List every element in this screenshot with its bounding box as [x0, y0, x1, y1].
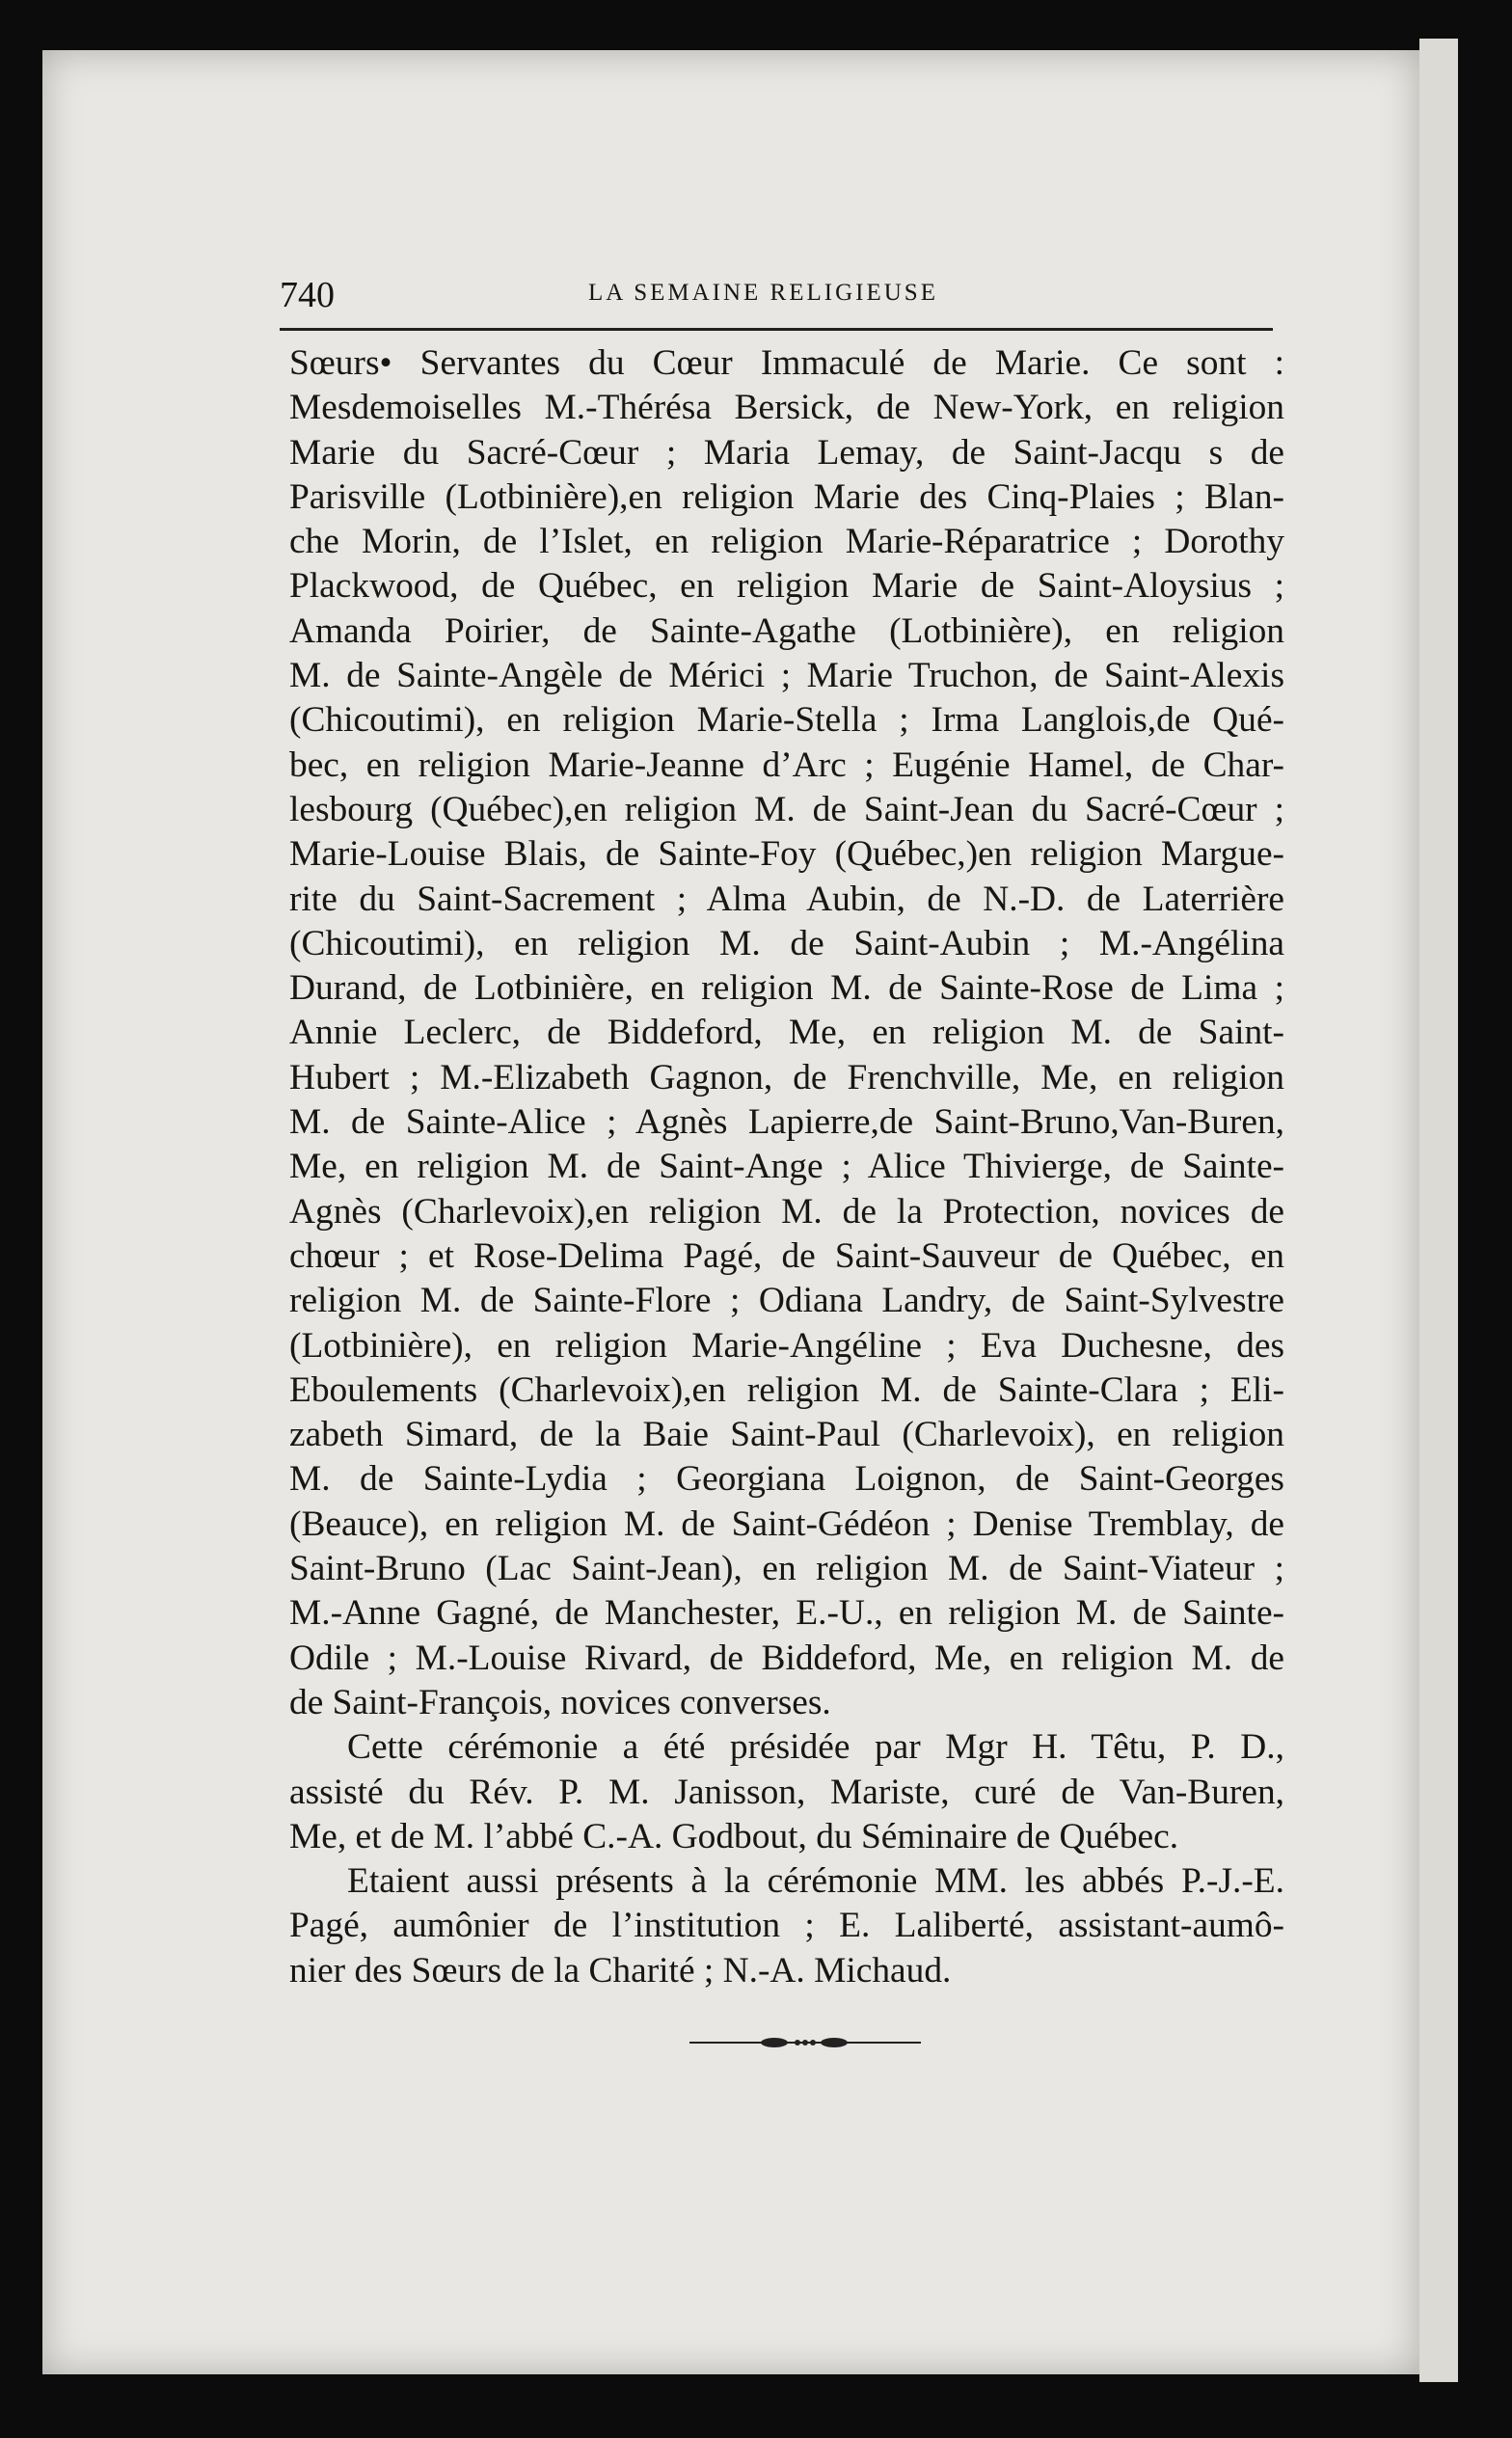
- text-line: religion M. de Sainte-Flore ; Odiana Landry, de Saint-Sylvestre: [289, 1281, 1284, 1321]
- text-line: (Beauce), en religion M. de Saint-Gédéon ; Denise Tremblay, de: [289, 1503, 1284, 1544]
- body-text: [289, 341, 1284, 1993]
- text-line: Marie-Louise Blais, de Sainte-Foy (Québec,)en religion Margue-: [289, 834, 1284, 875]
- text-line: Annie Leclerc, de Biddeford, Me, en religion M. de Saint-: [289, 1013, 1284, 1053]
- text-line: Me, en religion M. de Saint-Ange ; Alice Thivierge, de Sainte-: [289, 1147, 1284, 1187]
- text-line: chœur ; et Rose-Delima Pagé, de Saint-Sauveur de Québec, en: [289, 1235, 1284, 1276]
- text-line: (Chicoutimi), en religion Marie-Stella ; Irma Langlois,de Qué-: [289, 700, 1284, 741]
- text-line: Odile ; M.-Louise Rivard, de Biddeford, Me, en religion M. de: [289, 1638, 1284, 1678]
- paragraph: [289, 341, 1284, 1725]
- text-line: che Morin, de l’Islet, en religion Marie-Réparatrice ; Dorothy: [289, 522, 1284, 562]
- page-edge: [1419, 39, 1458, 2382]
- text-line: Parisville (Lotbinière),en religion Marie des Cinq-Plaies ; Blan-: [289, 476, 1284, 517]
- text-line: M.-Anne Gagné, de Manchester, E.-U., en religion M. de Sainte-: [289, 1593, 1284, 1634]
- text-line: Pagé, aumônier de l’institution ; E. Laliberté, assistant-aumô-: [289, 1906, 1284, 1946]
- text-line: Hubert ; M.-Elizabeth Gagnon, de Frenchville, Me, en religion: [289, 1057, 1284, 1097]
- text-line: nier des Sœurs de la Charité ; N.-A. Michaud.: [289, 1950, 952, 1991]
- text-line: Agnès (Charlevoix),en religion M. de la Protection, novices de: [289, 1191, 1284, 1232]
- text-line: Amanda Poirier, de Sainte-Agathe (Lotbinière), en religion: [289, 610, 1284, 651]
- text-line: Durand, de Lotbinière, en religion M. de Sainte-Rose de Lima ;: [289, 968, 1284, 1009]
- text-line: rite du Saint-Sacrement ; Alma Aubin, de N.-D. de Laterrière: [289, 879, 1284, 919]
- text-line: Eboulements (Charlevoix),en religion M. de Sainte-Clara ; Eli-: [289, 1369, 1284, 1410]
- text-line: Plackwood, de Québec, en religion Marie de Saint-Aloysius ;: [289, 566, 1284, 607]
- text-line: assisté du Rév. P. M. Janisson, Mariste, curé de Van-Buren,: [289, 1772, 1284, 1812]
- paragraph: [289, 1859, 1284, 1993]
- text-line: M. de Sainte-Alice ; Agnès Lapierre,de Saint-Bruno,Van-Buren,: [289, 1102, 1284, 1143]
- text-line: M. de Sainte-Lydia ; Georgiana Loignon, de Saint-Georges: [289, 1459, 1284, 1500]
- running-title: LA SEMAINE RELIGIEUSE: [588, 280, 938, 306]
- paragraph: [289, 1725, 1284, 1859]
- text-line: Marie du Sacré-Cœur ; Maria Lemay, de Saint-Jacqu s de: [289, 432, 1284, 473]
- text-line: Mesdemoiselles M.-Thérésa Bersick, de New-York, en religion: [289, 388, 1284, 428]
- page-header: [280, 274, 1273, 322]
- text-line: zabeth Simard, de la Baie Saint-Paul (Charlevoix), en religion: [289, 1415, 1284, 1455]
- text-line: Sœurs• Servantes du Cœur Immaculé de Marie. Ce sont :: [289, 343, 1284, 383]
- text-line: Etaient aussi présents à la cérémonie MM. les abbés P.-J.-E.: [347, 1861, 1284, 1902]
- text-line: (Lotbinière), en religion Marie-Angéline ; Eva Duchesne, des: [289, 1325, 1284, 1366]
- header-rule: [280, 328, 1273, 331]
- text-line: M. de Sainte-Angèle de Mérici ; Marie Truchon, de Saint-Alexis: [289, 656, 1284, 696]
- text-line: de Saint-François, novices converses.: [289, 1682, 831, 1722]
- text-line: lesbourg (Québec),en religion M. de Saint-Jean du Sacré-Cœur ;: [289, 789, 1284, 829]
- text-line: bec, en religion Marie-Jeanne d’Arc ; Eugénie Hamel, de Char-: [289, 745, 1284, 785]
- page-number: 740: [280, 275, 335, 315]
- text-line: Saint-Bruno (Lac Saint-Jean), en religion M. de Saint-Viateur ;: [289, 1549, 1284, 1589]
- text-line: Me, et de M. l’abbé C.-A. Godbout, du Séminaire de Québec.: [289, 1816, 1179, 1856]
- text-line: Cette cérémonie a été présidée par Mgr H. Têtu, P. D.,: [347, 1727, 1284, 1768]
- ornament-divider: [689, 2035, 921, 2050]
- text-line: (Chicoutimi), en religion M. de Saint-Aubin ; M.-Angélina: [289, 923, 1284, 963]
